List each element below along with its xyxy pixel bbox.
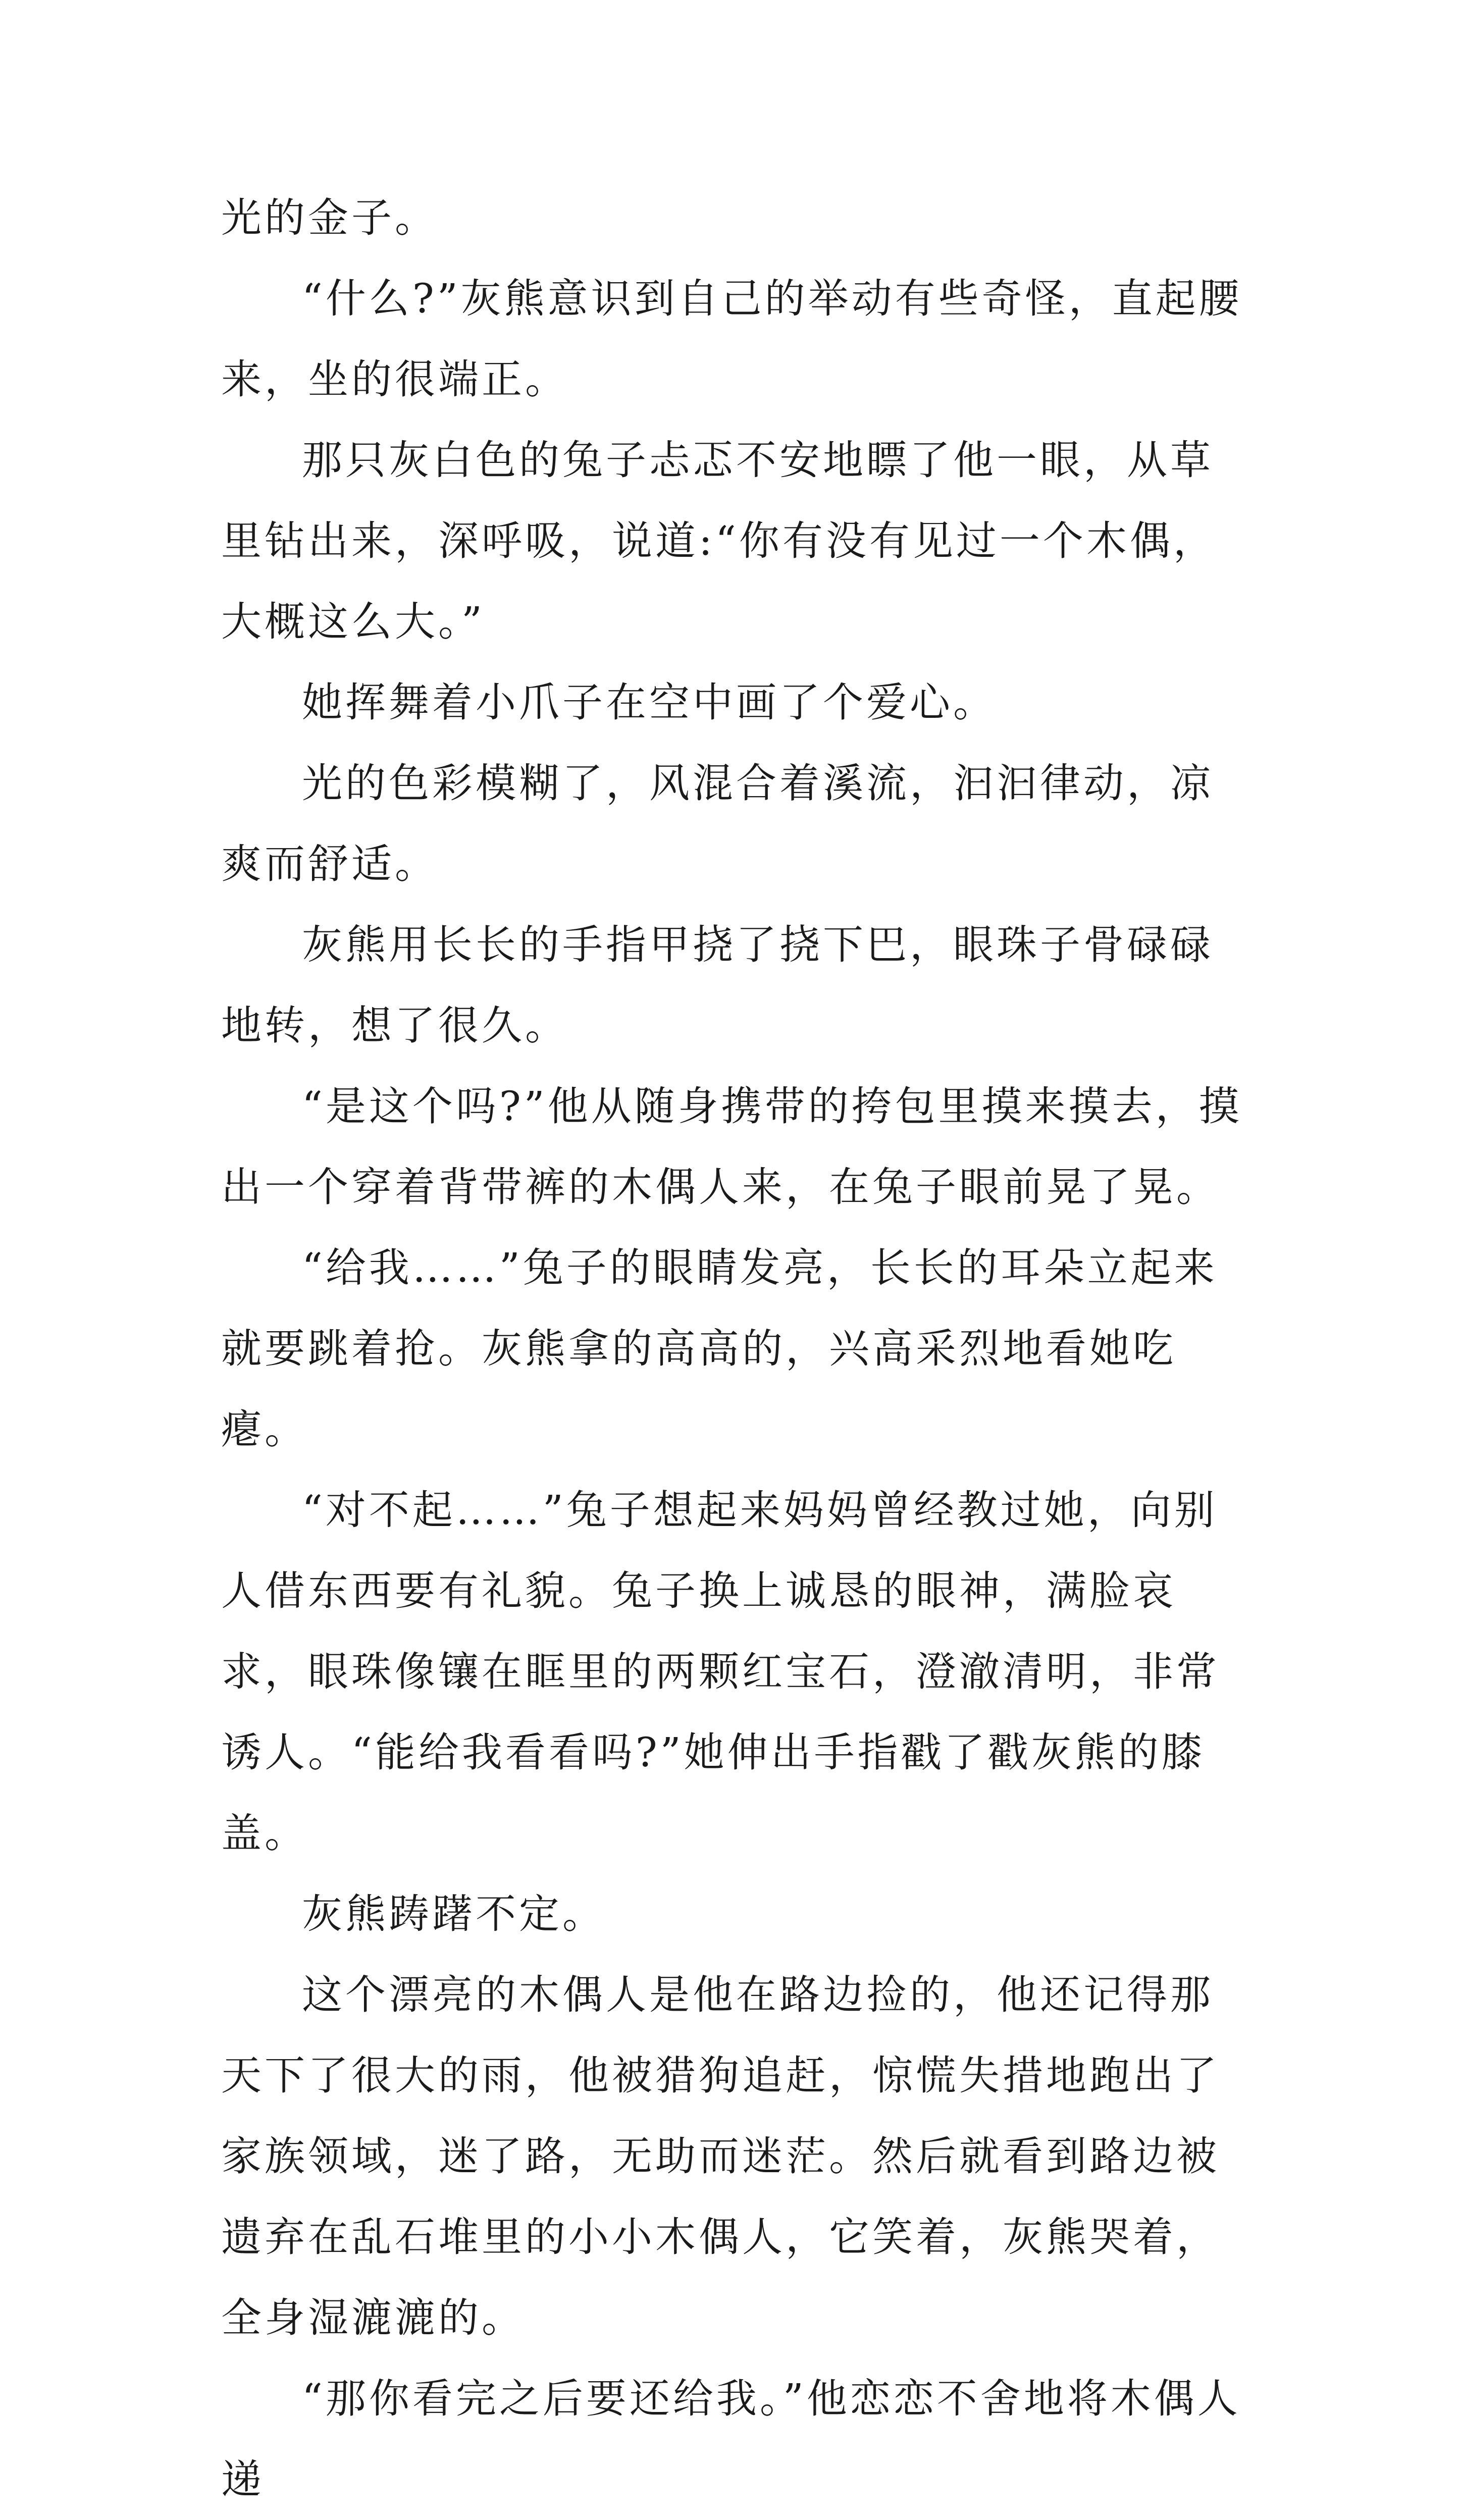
paragraph: 光的金子。: [221, 194, 438, 241]
paragraph: 那只灰白色的兔子忐忑不安地瞟了他一眼，从草里钻出来，深呼吸，说道:“你有没有见过一个木偶，大概这么大。”: [221, 437, 1217, 645]
paragraph: 灰熊踌躇不定。: [302, 1891, 606, 1937]
paragraph: 她挥舞着小爪子在空中画了个爱心。: [302, 679, 997, 726]
paragraph: “那你看完之后要还给我。”他恋恋不舍地将木偶人递: [221, 2375, 1241, 2503]
paragraph: 光的色彩模糊了，风混合着溪流，汩汩律动，凉爽而舒适。: [221, 760, 1214, 887]
document-body: [221, 178, 1251, 2520]
paragraph: “给我……”兔子的眼睛发亮，长长的耳朵立起来就要跳着抢。灰熊拿的高高的，兴高采烈地看她吃瘪。: [221, 1244, 1218, 1453]
paragraph: “什么?”灰熊意识到自己的举动有些奇怪，直起腰来，坐的很端正。: [221, 275, 1242, 403]
paragraph: 灰熊用长长的手指甲挠了挠下巴，眼珠子骨碌碌地转，想了很久。: [221, 921, 1214, 1049]
paragraph: “对不起……”兔子想起来妈妈曾经教过她，向别人借东西要有礼貌。兔子换上诚恳的眼神，满脸哀求，眼珠像镶在眶里的两颗红宝石，澄澈清明，非常诱人。“能给我看看吗?”她伸出手指戳了戳灰熊的膝盖。: [221, 1487, 1220, 1857]
paragraph: “是这个吗?”他从随身携带的挎包里摸来摸去，摸出一个穿着背带裤的木偶人来，在兔子眼前晃了晃。: [221, 1083, 1242, 1211]
paragraph: 这个漂亮的木偶人是他在路边捡的，他还记得那天下了很大的雨，他被猎狗追赶，惊慌失措地跑出了家族领域，迷了路，无助而迷茫。然后就看到路边被遗弃在乱石堆里的小小木偶人，它笑着，灰熊哭着，全身湿漉漉的。: [221, 1971, 1220, 2341]
